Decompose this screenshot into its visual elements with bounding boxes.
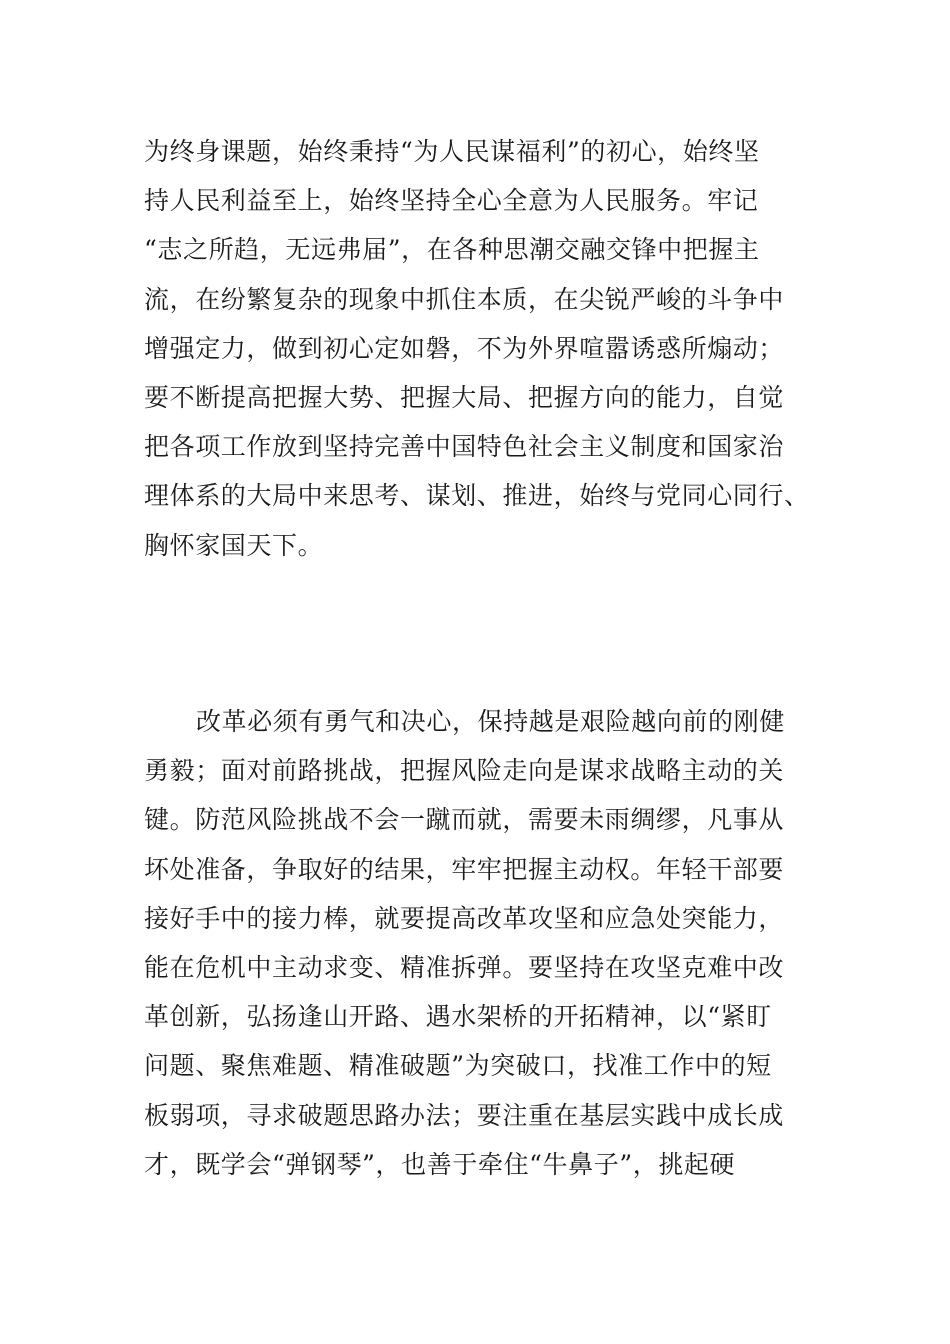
- text-line: 能在危机中主动求变、精准拆弹。要坚持在攻坚克难中改: [144, 952, 785, 982]
- text-line: 坏处准备，争取好的结果，牢牢把握主动权。年轻干部要: [144, 854, 785, 884]
- text-line: “志之所趋，无远弗届”，在各种思潮交融交锋中把握主: [144, 235, 760, 265]
- text-line: 问题、聚焦难题、精准破题”为突破口，找准工作中的短: [144, 1051, 772, 1081]
- text-line: 胸怀家国天下。: [144, 530, 324, 560]
- text-line: 板弱项，寻求破题思路办法；要注重在基层实践中成长成: [144, 1100, 785, 1130]
- text-line: 才，既学会“弹钢琴”，也善于牵住“牛鼻子”，挑起硬: [144, 1149, 736, 1179]
- text-line: 理体系的大局中来思考、谋划、推进，始终与党同心同行、: [144, 481, 810, 511]
- paragraph-2: [144, 697, 824, 1189]
- text-line: 为终身课题，始终秉持“为人民谋福利”的初心，始终坚: [144, 137, 760, 166]
- text-line: 流，在纷繁复杂的现象中抓住本质，在尖锐严峻的斗争中: [144, 284, 785, 314]
- paragraph-1: [144, 127, 824, 570]
- text-line: 革创新，弘扬逢山开路、遇水架桥的开拓精神，以“紧盯: [144, 1002, 772, 1032]
- text-line: 增强定力，做到初心定如磐，不为外界喧嚣诱惑所煽动；: [144, 333, 785, 363]
- text-line: 键。防范风险挑战不会一蹴而就，需要未雨绸缪，凡事从: [144, 805, 785, 835]
- text-line: 要不断提高把握大势、把握大局、把握方向的能力，自觉: [144, 382, 785, 412]
- text-line: 把各项工作放到坚持完善中国特色社会主义制度和国家治: [144, 432, 785, 462]
- text-line: 接好手中的接力棒，就要提高改革攻坚和应急处突能力，: [144, 903, 785, 933]
- text-line: 勇毅；面对前路挑战，把握风险走向是谋求战略主动的关: [144, 756, 785, 786]
- text-line: 持人民利益至上，始终坚持全心全意为人民服务。牢记: [144, 186, 759, 216]
- text-line: 改革必须有勇气和决心，保持越是艰险越向前的刚健: [196, 707, 785, 736]
